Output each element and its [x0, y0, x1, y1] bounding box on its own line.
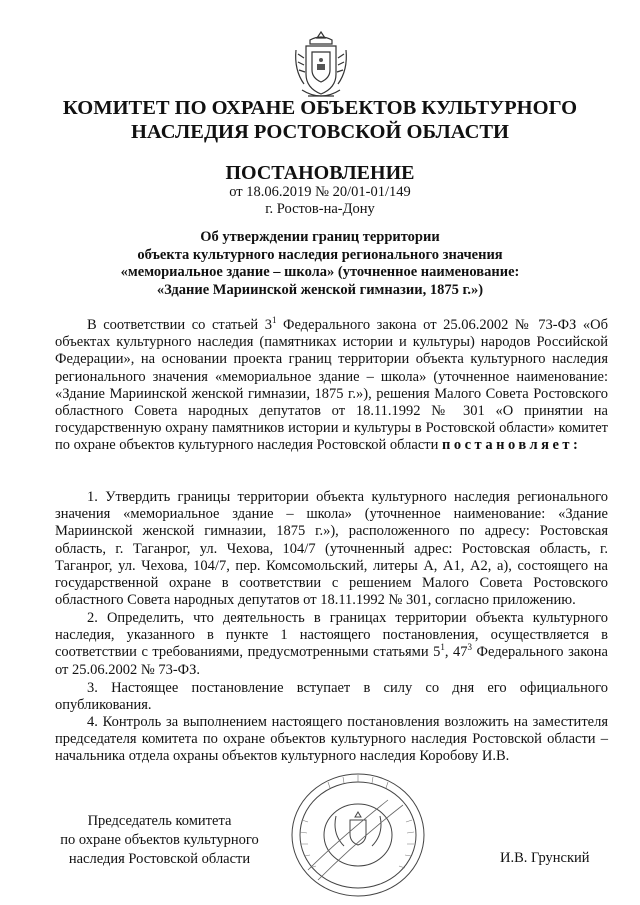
item-2-part2: , 47 — [444, 644, 468, 661]
item-2-part3: Федерального закона от 25.06.2002 № 73-ФЗ. — [55, 644, 608, 678]
signer-position-line3: наследия Ростовской области — [68, 851, 251, 867]
coat-of-arms-icon — [292, 30, 350, 104]
signer-name: И.В. Грунский — [500, 850, 590, 866]
item-1-text: 1. Утвердить границы территории объекта культурного наследия регионального значения «мемориальное здание – школа» (уточненное наименование: «Здание Мариинской женской гимназии, 1875 г.»), расположенного по адресу: Ростовская область, г. Таганрог, ул. Чехова, 104/7 (уточненный адрес: Ростовская область, г. Таганрог, ул. Чехова, 104/7, пер. Комсомольский, литеры А, А1, А2, а), состоящего на государственной охране в соответствии с решением Малого Совета Ростовского областного Совета народных депутатов от 18.11.1992 № 301, согласно приложению. — [55, 489, 608, 609]
committee-name-line2: НАСЛЕДИЯ РОСТОВСКОЙ ОБЛАСТИ — [130, 121, 510, 143]
item-2 — [55, 610, 608, 679]
subject-line3: «мемориальное здание – школа» (уточненное наименование: — [120, 264, 520, 280]
item-4-text: 4. Контроль за выполнением настоящего постановления возложить на заместителя председателя комитета по охране объектов культурного наследия Ростовской области – начальника отдела охраны объектов культурного наследия Коробову И.В. — [55, 714, 608, 765]
subject-line1: Об утверждении границ территории — [200, 229, 440, 245]
document-subject — [90, 229, 550, 299]
item-2-sup1: 1 — [440, 642, 445, 653]
signer-position-line2: по охране объектов культурного — [60, 832, 259, 848]
signer-position — [52, 812, 267, 869]
resolves-word: постановляет: — [442, 437, 582, 454]
official-seal-icon — [288, 770, 428, 900]
subject-line4: «Здание Мариинской женской гимназии, 1875 г.») — [156, 281, 484, 298]
item-2-sup2: 3 — [467, 642, 473, 653]
document-type: ПОСТАНОВЛЕНИЕ — [225, 162, 415, 184]
committee-name-line1: КОМИТЕТ ПО ОХРАНЕ ОБЪЕКТОВ КУЛЬТУРНОГО — [62, 97, 578, 119]
preamble-part2: Федерального закона от 25.06.2002 № 73-ФЗ «Об объектах культурного наследия (памятниках истории и культуры) народов Российской Федерации», на основании проекта границ территории объекта культурного наследия регионального значения «мемориальное здание – школа» (уточненное наименование: «Здание Мариинской женской гимназии, 1875 г.»), решения Малого Совета Ростовского областного Совета народных депутатов от 18.11.1992 № 301 «О принятии на государственную охрану памятников истории и культуры в Ростовской области» комитет по охране объектов культурного наследия Ростовской области — [55, 317, 608, 454]
preamble-paragraph — [55, 317, 608, 455]
item-1 — [55, 489, 608, 609]
document-city: г. Ростов-на-Дону — [265, 201, 375, 217]
item-2-part1: 2. Определить, что деятельность в границах территории объекта культурного наследия, указанного в пункте 1 настоящего постановления, осуществляется в соответствии с требованиями, предусмотренными статьями 5 — [55, 610, 608, 661]
document-date-number: от 18.06.2019 № 20/01-01/149 — [229, 184, 411, 200]
item-3-text: 3. Настоящее постановление вступает в силу со дня его официального опубликования. — [55, 680, 608, 714]
preamble-sup1: 1 — [271, 315, 277, 326]
preamble-part1: В соответствии со статьей 3 — [87, 317, 272, 333]
subject-line2: объекта культурного наследия регионального значения — [137, 246, 503, 263]
signer-position-line1: Председатель комитета — [87, 813, 232, 829]
item-3 — [55, 680, 608, 714]
item-4 — [55, 714, 608, 766]
